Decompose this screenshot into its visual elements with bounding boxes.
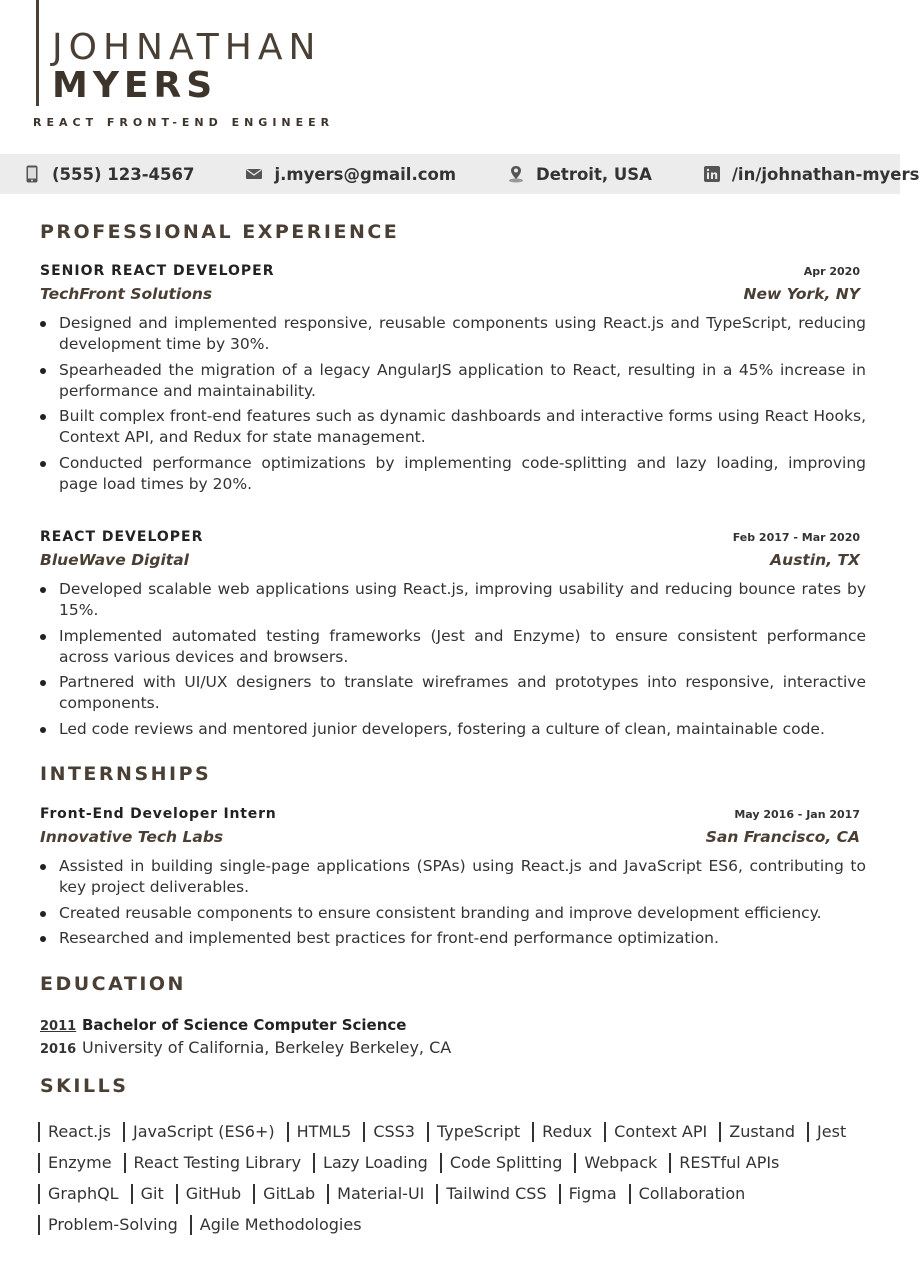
skill-divider <box>38 1153 40 1173</box>
skills-list <box>38 1116 878 1240</box>
skill-tag <box>719 1122 795 1142</box>
skill-tag <box>440 1153 563 1173</box>
email-address: j.myers@gmail.com <box>274 164 457 184</box>
contact-phone[interactable] <box>24 165 194 184</box>
job-location: Austin, TX <box>770 551 860 569</box>
skill-tag <box>38 1122 111 1142</box>
first-name: JOHNATHAN <box>52 27 322 68</box>
header-accent-bar <box>36 0 39 106</box>
phone-icon <box>24 165 40 183</box>
job-bullets <box>40 856 866 949</box>
job-bullets <box>40 313 866 495</box>
skill-divider <box>440 1153 442 1173</box>
skill-label: RESTful APIs <box>679 1153 780 1172</box>
section-title-education: EDUCATION <box>40 973 186 995</box>
skill-tag <box>363 1122 415 1142</box>
skill-divider <box>176 1184 178 1204</box>
skill-label: Tailwind CSS <box>446 1184 547 1203</box>
education-degree: Bachelor of Science Computer Science <box>82 1016 407 1034</box>
contact-email[interactable] <box>246 165 456 184</box>
contact-bar <box>0 154 919 194</box>
skill-tag <box>38 1153 112 1173</box>
job-location: San Francisco, CA <box>705 828 860 846</box>
company-name: Innovative Tech Labs <box>40 828 224 846</box>
skill-divider <box>190 1215 192 1235</box>
skill-tag <box>574 1153 657 1173</box>
experience-entry <box>40 263 866 499</box>
skill-label: Context API <box>614 1122 708 1141</box>
skill-label: Code Splitting <box>449 1153 563 1172</box>
skill-tag <box>427 1122 520 1142</box>
skill-tag <box>807 1122 846 1142</box>
bullet-item: Created reusable components to ensure consistent branding and improve development efficiency. <box>40 903 866 924</box>
phone-number: (555) 123-4567 <box>52 164 195 184</box>
skill-divider <box>327 1184 329 1204</box>
skill-label: GraphQL <box>48 1184 119 1203</box>
skill-divider <box>313 1153 315 1173</box>
mail-icon <box>246 165 262 183</box>
linkedin-handle: /in/johnathan-myers <box>731 164 919 184</box>
bullet-item: Built complex front-end features such as dynamic dashboards and interactive forms using React Hooks, Context API, and Redux for state management. <box>40 406 866 448</box>
company-name: BlueWave Digital <box>40 551 189 569</box>
skill-tag <box>190 1215 362 1235</box>
location-pin-icon <box>508 165 524 183</box>
skill-divider <box>532 1122 534 1142</box>
skill-divider <box>124 1153 126 1173</box>
skill-divider <box>131 1184 133 1204</box>
job-dates: Feb 2017 - Mar 2020 <box>732 531 860 544</box>
skill-divider <box>559 1184 561 1204</box>
job-role: REACT DEVELOPER <box>40 529 204 545</box>
skill-label: React Testing Library <box>133 1153 302 1172</box>
bullet-item: Led code reviews and mentored junior developers, fostering a culture of clean, maintainable code. <box>40 719 866 740</box>
skill-label: Figma <box>568 1184 617 1203</box>
job-bullets <box>40 579 866 740</box>
skill-divider <box>807 1122 809 1142</box>
skill-tag <box>124 1153 301 1173</box>
skill-label: Lazy Loading <box>323 1153 428 1172</box>
skill-label: Webpack <box>584 1153 658 1172</box>
job-title: REACT FRONT-END ENGINEER <box>33 116 335 129</box>
skills-row <box>38 1209 878 1240</box>
bullet-item: Partnered with UI/UX designers to translate wireframes and prototypes into responsive, interactive components. <box>40 672 866 714</box>
skill-divider <box>604 1122 606 1142</box>
education-end-year: 2016 <box>40 1042 77 1057</box>
skill-tag <box>629 1184 746 1204</box>
bullet-item: Designed and implemented responsive, reusable components using React.js and TypeScript, reducing development time by 30%. <box>40 313 866 355</box>
skill-label: CSS3 <box>373 1122 415 1141</box>
skill-label: Git <box>140 1184 164 1203</box>
skill-divider <box>38 1184 40 1204</box>
bullet-item: Developed scalable web applications using React.js, improving usability and reducing bounce rates by 15%. <box>40 579 866 621</box>
skill-divider <box>427 1122 429 1142</box>
skill-label: Problem-Solving <box>48 1215 178 1234</box>
skill-divider <box>574 1153 576 1173</box>
job-role: Front-End Developer Intern <box>40 806 277 822</box>
skill-tag <box>669 1153 779 1173</box>
section-title-internships: INTERNSHIPS <box>40 763 212 785</box>
skill-tag <box>253 1184 315 1204</box>
skill-tag <box>313 1153 428 1173</box>
skill-tag <box>38 1215 178 1235</box>
skill-divider <box>436 1184 438 1204</box>
linkedin-icon <box>704 165 720 183</box>
skill-label: TypeScript <box>436 1122 521 1141</box>
bullet-item: Conducted performance optimizations by implementing code-splitting and lazy loading, improving page load times by 20%. <box>40 453 866 495</box>
skill-divider <box>38 1215 40 1235</box>
skill-label: JavaScript (ES6+) <box>132 1122 275 1141</box>
job-dates: May 2016 - Jan 2017 <box>734 808 860 821</box>
company-name: TechFront Solutions <box>40 285 213 303</box>
skill-label: Redux <box>542 1122 593 1141</box>
skill-divider <box>629 1184 631 1204</box>
skill-label: GitHub <box>185 1184 242 1203</box>
skill-tag <box>123 1122 275 1142</box>
skill-tag <box>604 1122 707 1142</box>
skill-label: Collaboration <box>638 1184 746 1203</box>
skill-label: Material-UI <box>337 1184 425 1203</box>
skill-tag <box>327 1184 424 1204</box>
skill-divider <box>719 1122 721 1142</box>
skill-divider <box>363 1122 365 1142</box>
skills-row <box>38 1116 878 1147</box>
skills-row <box>38 1178 878 1209</box>
skill-label: Agile Methodologies <box>199 1215 362 1234</box>
skill-tag <box>559 1184 617 1204</box>
skill-divider <box>669 1153 671 1173</box>
skill-tag <box>38 1184 119 1204</box>
skill-label: GitLab <box>263 1184 316 1203</box>
education-entry <box>40 1016 451 1060</box>
internship-entry <box>40 806 866 954</box>
job-dates: Apr 2020 <box>803 265 860 278</box>
skill-divider <box>123 1122 125 1142</box>
skill-tag <box>436 1184 546 1204</box>
skill-label: Enzyme <box>48 1153 112 1172</box>
location-text: Detroit, USA <box>536 164 652 184</box>
skill-divider <box>287 1122 289 1142</box>
last-name: MYERS <box>52 65 218 106</box>
section-title-experience: PROFESSIONAL EXPERIENCE <box>40 221 400 243</box>
skill-tag <box>131 1184 164 1204</box>
skill-tag <box>532 1122 592 1142</box>
bullet-item: Researched and implemented best practices for front-end performance optimization. <box>40 928 866 949</box>
skill-label: HTML5 <box>296 1122 352 1141</box>
skill-divider <box>253 1184 255 1204</box>
skill-tag <box>287 1122 352 1142</box>
job-role: SENIOR REACT DEVELOPER <box>40 263 275 279</box>
bullet-item: Implemented automated testing frameworks (Jest and Enzyme) to ensure consistent performance across various devices and browsers. <box>40 626 866 668</box>
skill-tag <box>176 1184 241 1204</box>
section-title-skills: SKILLS <box>40 1075 129 1097</box>
skill-label: React.js <box>48 1122 111 1141</box>
contact-location <box>508 165 652 184</box>
skill-label: Jest <box>817 1122 847 1141</box>
skill-divider <box>38 1122 40 1142</box>
bullet-item: Assisted in building single-page applications (SPAs) using React.js and JavaScript ES6, contributing to key project deliverables. <box>40 856 866 898</box>
skills-row <box>38 1147 878 1178</box>
job-location: New York, NY <box>743 285 860 303</box>
skill-label: Zustand <box>729 1122 796 1141</box>
education-start-year: 2011 <box>40 1019 77 1034</box>
experience-entry <box>40 529 866 744</box>
education-school: University of California, Berkeley Berkeley, CA <box>82 1038 452 1057</box>
bullet-item: Spearheaded the migration of a legacy AngularJS application to React, resulting in a 45% increase in performance and maintainability. <box>40 360 866 402</box>
contact-linkedin[interactable] <box>704 165 919 184</box>
